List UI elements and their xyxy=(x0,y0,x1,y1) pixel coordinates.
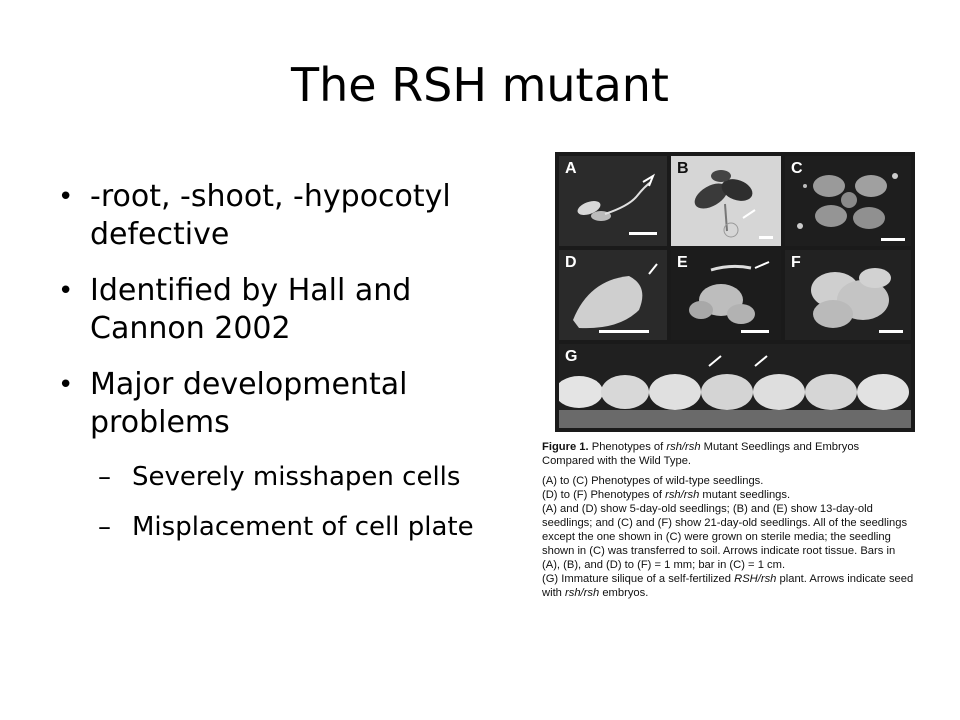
bullet-dot-icon: • xyxy=(58,182,74,212)
bullet-list xyxy=(58,178,528,560)
figure-panel-f xyxy=(785,250,911,340)
bullet-text: Major developmental problems xyxy=(90,367,408,440)
panel-label: F xyxy=(791,254,801,271)
caption-text: (A) to (C) Phenotypes of wild-type seedlings. xyxy=(542,475,764,487)
panel-label: B xyxy=(677,160,689,177)
panel-label: G xyxy=(565,348,578,365)
bullet-text: -root, -shoot, -hypocotyl defective xyxy=(90,179,451,252)
figure-caption xyxy=(542,440,914,600)
panel-label: C xyxy=(791,160,803,177)
slide-title: The RSH mutant xyxy=(291,58,669,112)
caption-fig-label: Figure 1. xyxy=(542,441,589,453)
panel-label: E xyxy=(677,254,688,271)
caption-italic: rsh/rsh xyxy=(666,441,701,453)
silique-drawing xyxy=(559,344,911,428)
seedling-f-drawing xyxy=(785,250,911,340)
figure-image xyxy=(555,152,915,432)
panel-label: D xyxy=(565,254,577,271)
sub-bullet-text: Severely misshapen cells xyxy=(132,462,461,492)
caption-italic: RSH/rsh xyxy=(734,573,777,585)
sub-bullet-item xyxy=(58,510,528,544)
bullet-text: Identified by Hall and Cannon 2002 xyxy=(90,273,412,346)
caption-text: Mutant Seedlings and Embryos Compared with the Wild Type. xyxy=(542,441,860,467)
caption-italic: rsh/rsh xyxy=(665,489,700,501)
caption-text: (G) Immature silique of a self-fertilized xyxy=(542,573,735,585)
caption-text: (A) and (D) show 5-day-old seedlings; (B) and (E) show 13-day-old seedlings; and (C) and (F) show 21-day-old seedlings. All of the seedlings except the one shown in (C) were grown on sterile media; the seedling shown in (C) was transferred to soil. Arrows indicate root tissue. Bars in (A), (B), and (D) to (F) = 1 mm; bar in (C) = 1 cm. xyxy=(542,503,908,571)
caption-text: embryos. xyxy=(599,587,649,599)
figure-panel-e xyxy=(671,250,781,340)
dash-icon: – xyxy=(98,512,111,542)
caption-text: mutant seedlings. xyxy=(699,489,791,501)
sub-bullet-text: Misplacement of cell plate xyxy=(132,512,474,542)
caption-italic: rsh/rsh xyxy=(565,587,600,599)
caption-text: plant. Arrows indicate seed with xyxy=(542,573,914,599)
caption-title xyxy=(542,440,914,468)
figure-panel-g xyxy=(559,344,911,428)
figure-panel-a xyxy=(559,156,667,246)
bullet-dot-icon: • xyxy=(58,276,74,306)
sub-bullet-item xyxy=(58,460,528,494)
figure-panel-c xyxy=(785,156,911,246)
figure-panel-d xyxy=(559,250,667,340)
seedling-c-drawing xyxy=(785,156,911,246)
bullet-item xyxy=(58,272,528,348)
bullet-item xyxy=(58,178,528,254)
panel-label: A xyxy=(565,160,577,177)
caption-paragraph xyxy=(542,474,914,600)
caption-text: (D) to (F) Phenotypes of xyxy=(542,489,666,501)
dash-icon: – xyxy=(98,462,111,492)
bullet-item xyxy=(58,366,528,442)
figure-panel-b xyxy=(671,156,781,246)
bullet-dot-icon: • xyxy=(58,370,74,400)
caption-text: Phenotypes of xyxy=(591,441,667,453)
